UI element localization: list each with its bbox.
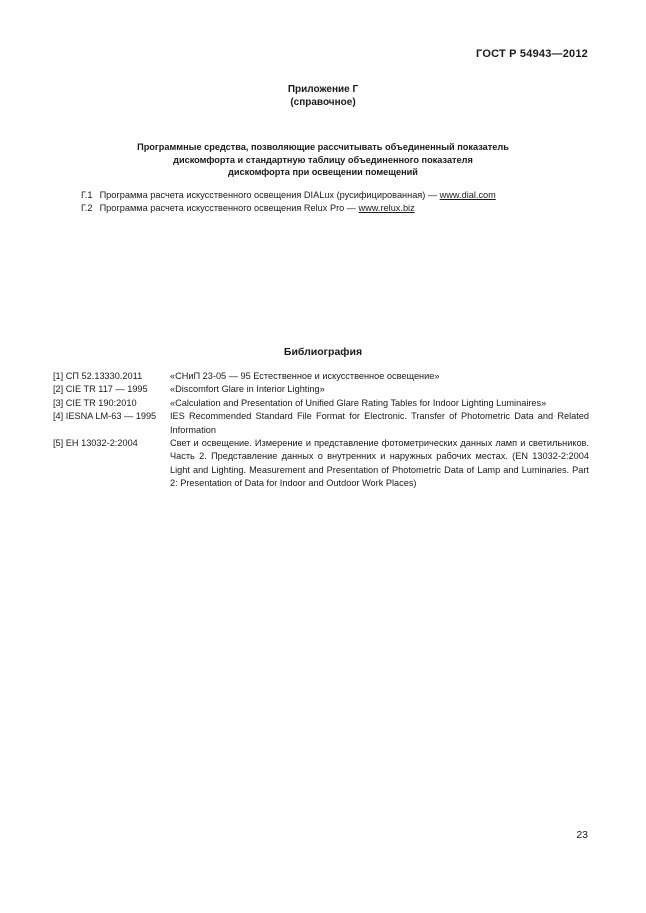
bibliography-ref: [1] СП 52.13330.2011 [53,371,143,381]
bibliography-ref: [2] CIE TR 117 — 1995 [53,384,148,395]
appendix-heading [0,83,646,109]
program-link[interactable]: www.relux.biz [358,202,415,213]
program-number: Г.1 [81,190,93,200]
program-item [81,202,601,215]
program-list [81,189,601,214]
program-number: Г.2 [81,202,93,213]
document-id: ГОСТ Р 54943—2012 [476,48,588,60]
bibliography-ref: [3] CIE TR 190:2010 [53,397,137,408]
appendix-kind: (справочное) [290,97,356,108]
section-title [90,141,556,179]
bibliography-ref: [4] IESNA LM-63 — 1995 [53,411,157,422]
bibliography-list [53,370,589,491]
section-title-line: дискомфорта при освещении помещений [228,167,418,177]
bibliography-entry [53,410,589,437]
bibliography-entry [53,397,589,410]
page-number: 23 [576,829,588,841]
program-text: Программа расчета искусственного освещения DIALux (русифицированная) — [99,190,440,200]
bibliography-entry [53,437,589,491]
bibliography-ref: [5] ЕН 13032-2:2004 [53,438,138,449]
program-item [81,189,601,202]
bibliography-entry [53,370,589,383]
bibliography-text: «Discomfort Glare in Interior Lighting» [170,384,325,395]
program-link[interactable]: www.dial.com [439,190,496,200]
appendix-title: Приложение Г [287,84,359,95]
bibliography-title: Библиография [283,346,363,358]
section-title-line: дискомфорта и стандартную таблицу объединенного показателя [173,154,473,165]
bibliography-text: «СНиП 23-05 — 95 Естественное и искусственное освещение» [170,371,440,381]
bibliography-text: «Calculation and Presentation of Unified Glare Rating Tables for Indoor Lighting Luminaires» [170,397,547,408]
program-text: Программа расчета искусственного освещения Relux Pro — [99,202,359,213]
bibliography-text: IES Recommended Standard File Format for Electronic. Transfer of Photometric Data and Related Information [170,411,589,435]
bibliography-entry [53,383,589,396]
section-title-line: Программные средства, позволяющие рассчитывать объединенный показатель [137,142,509,152]
bibliography-text: Свет и освещение. Измерение и представление фотометрических данных ламп и светильников. Часть 2. Представление данных о внутренних и наружных рабочих местах. (EN 13032-2:2004 Light and Lighting. Measurement and Presentation of Photometric Data of Lamp and Luminaries. Part 2: Presentation of Data for Indoor and Outdoor Work Places) [170,438,589,489]
